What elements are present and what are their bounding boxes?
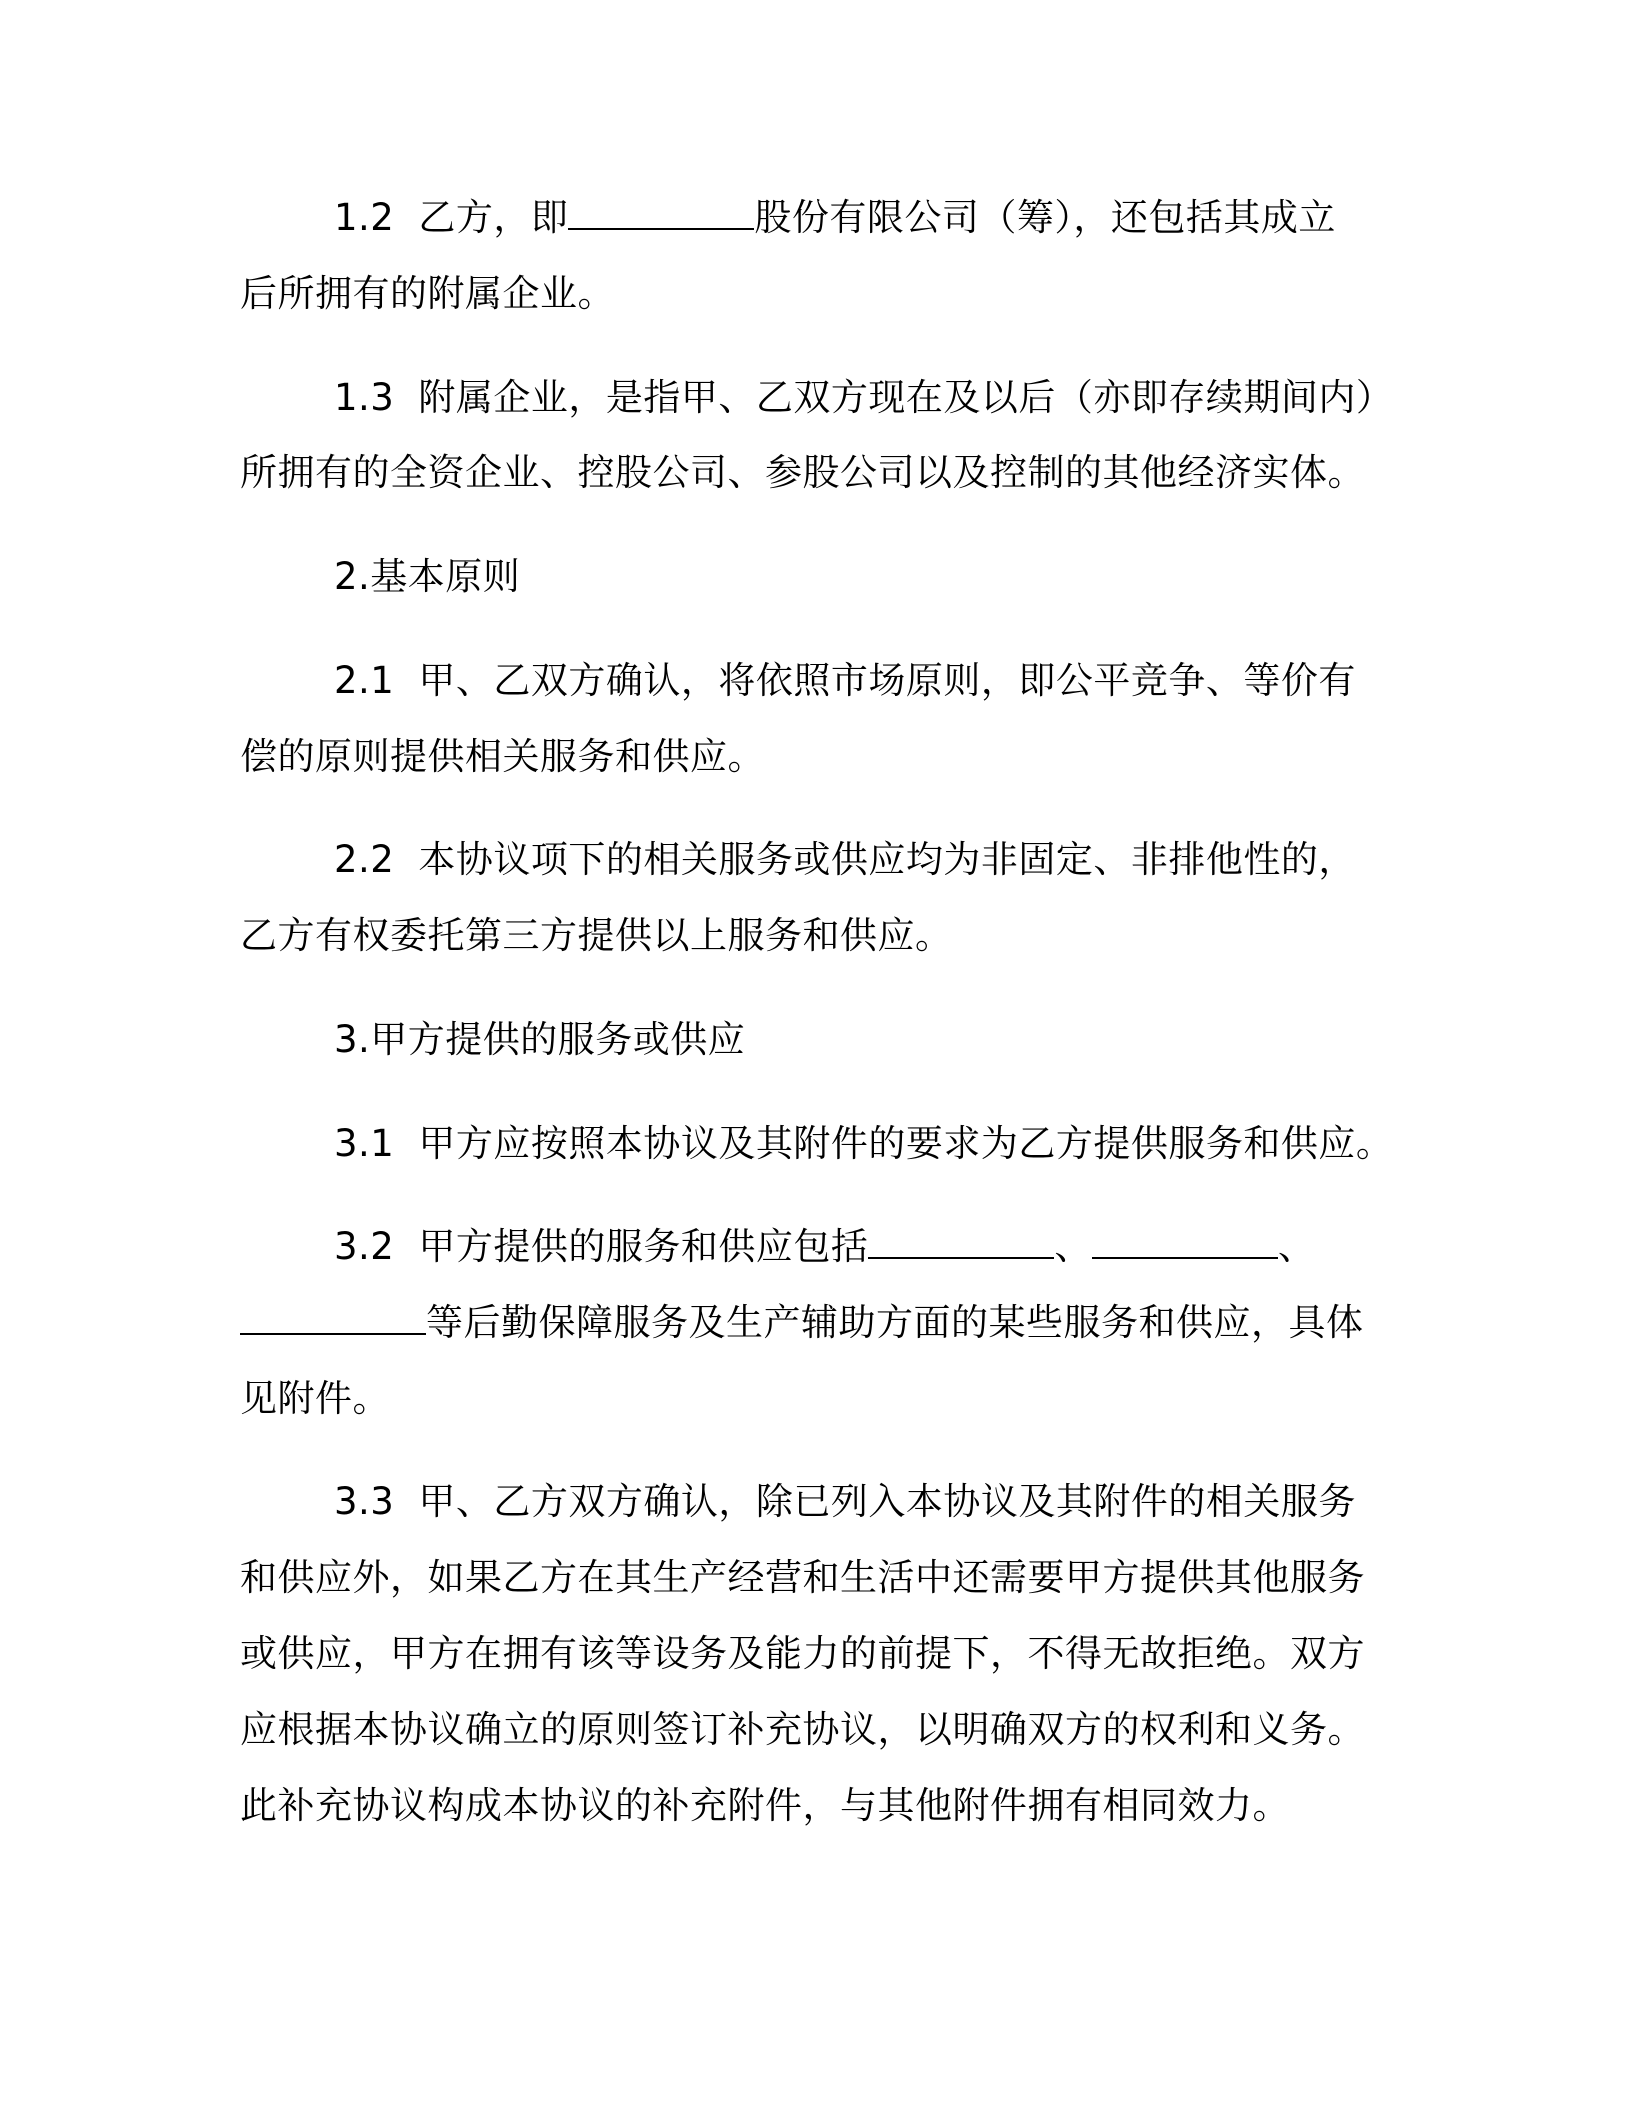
clause-3-3-line-5: 此补充协议构成本协议的补充附件，与其他附件拥有相同效力。 xyxy=(240,1784,1290,1827)
clause-3-2-line-1 xyxy=(334,1222,1474,1272)
clause-3-1-line-1 xyxy=(334,1119,1474,1169)
clause-number: 1.3 xyxy=(334,376,395,419)
section-heading-3: 3.甲方提供的服务或供应 xyxy=(334,1018,746,1061)
clause-3-2-line-3: 见附件。 xyxy=(240,1377,390,1420)
clause-3-3-line-4: 应根据本协议确立的原则签订补充协议，以明确双方的权利和义务。 xyxy=(240,1708,1365,1751)
clause-3-3-line-3: 或供应，甲方在拥有该等设务及能力的前提下，不得无故拒绝。双方 xyxy=(240,1632,1365,1675)
clause-text: 甲、乙方双方确认，除已列入本协议及其附件的相关服务 xyxy=(418,1480,1356,1523)
clause-text: 乙方，即 xyxy=(418,196,569,239)
clause-2-2-line-1 xyxy=(334,835,1474,885)
clause-number: 3.3 xyxy=(334,1480,395,1523)
clause-text: 甲方提供的服务和供应包括 xyxy=(418,1225,869,1268)
clause-3-2-line-2 xyxy=(240,1298,1380,1348)
clause-2-1-line-1 xyxy=(334,656,1474,706)
clause-number: 3.1 xyxy=(334,1122,395,1165)
clause-text: 甲、乙双方确认，将依照市场原则，即公平竞争、等价有 xyxy=(418,659,1356,702)
separator: 、 xyxy=(1277,1225,1316,1268)
fill-in-blank xyxy=(568,198,754,230)
clause-2-2-line-2: 乙方有权委托第三方提供以上服务和供应。 xyxy=(240,914,953,957)
clause-2-1-line-2: 偿的原则提供相关服务和供应。 xyxy=(240,735,765,778)
clause-1-2-line-1 xyxy=(334,193,1474,243)
clause-number: 2.2 xyxy=(334,838,395,881)
clause-number: 3.2 xyxy=(334,1225,395,1268)
clause-1-3-line-1 xyxy=(334,373,1474,423)
clause-3-3-line-1 xyxy=(334,1477,1474,1527)
clause-1-2-line-2: 后所拥有的附属企业。 xyxy=(240,272,615,315)
clause-1-3-line-2: 所拥有的全资企业、控股公司、参股公司以及控制的其他经济实体。 xyxy=(240,451,1365,494)
clause-text: 等后勤保障服务及生产辅助方面的某些服务和供应，具体 xyxy=(426,1301,1364,1344)
section-heading-2: 2.基本原则 xyxy=(334,555,521,598)
separator: 、 xyxy=(1054,1225,1092,1268)
clause-number: 1.2 xyxy=(334,196,395,239)
fill-in-blank xyxy=(240,1303,426,1335)
clause-text: 附属企业，是指甲、乙双方现在及以后（亦即存续期间内） xyxy=(418,376,1394,419)
clause-3-3-line-2: 和供应外，如果乙方在其生产经营和生活中还需要甲方提供其他服务 xyxy=(240,1556,1365,1599)
clause-number: 2.1 xyxy=(334,659,395,702)
clause-text: 本协议项下的相关服务或供应均为非固定、非排他性的， xyxy=(418,838,1356,881)
clause-text: 甲方应按照本协议及其附件的要求为乙方提供服务和供应。 xyxy=(418,1122,1394,1165)
fill-in-blank xyxy=(1092,1227,1278,1259)
fill-in-blank xyxy=(868,1227,1054,1259)
clause-text: 股份有限公司（筹），还包括其成立 xyxy=(754,196,1336,239)
